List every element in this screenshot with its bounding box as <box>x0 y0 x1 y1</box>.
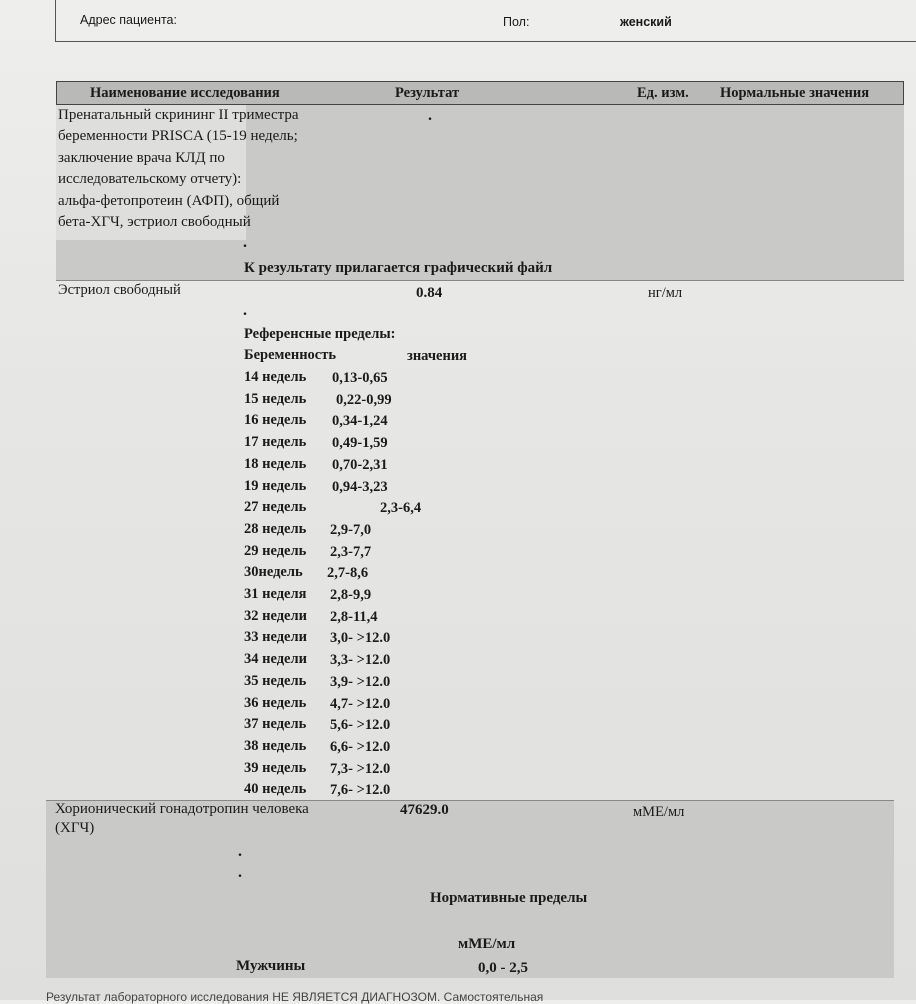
reference-week: 36 недель <box>244 694 307 711</box>
reference-week: 30недель <box>244 564 303 581</box>
screening-dot: . <box>243 234 247 251</box>
reference-week: 18 недель <box>244 455 307 472</box>
reference-range: 3,0- >12.0 <box>330 630 391 647</box>
reference-col-pregnancy: Беременность <box>244 347 337 363</box>
reference-range: 0,94-3,23 <box>332 478 388 495</box>
hcg-unit: мМЕ/мл <box>633 804 685 820</box>
reference-week: 35 недель <box>244 672 307 689</box>
footer-disclaimer: Результат лабораторного исследования НЕ ЯВЛЯЕТСЯ ДИАГНОЗОМ. Самостоятельная <box>46 990 544 1004</box>
column-result-header: Результат <box>395 85 460 101</box>
reference-range: 2,8-9,9 <box>330 587 372 603</box>
screening-line: Пренатальный скрининг II триместра <box>58 107 299 123</box>
screening-line: альфа-фетопротеин (АФП), общий <box>58 193 280 209</box>
reference-week: 39 недель <box>244 759 307 776</box>
reference-week: 28 недель <box>244 520 307 537</box>
address-label: Адрес пациента: <box>80 13 177 27</box>
sex-label: Пол: <box>503 15 530 29</box>
reference-week: 15 недель <box>244 390 307 407</box>
patient-info-box <box>55 0 916 42</box>
reference-range: 0,49-1,59 <box>332 435 388 452</box>
reference-week: 33 недели <box>244 629 307 646</box>
reference-title: Референсные пределы: <box>244 326 396 342</box>
reference-col-values: значения <box>407 348 468 364</box>
screening-line: бета-ХГЧ, эстриол свободный <box>58 214 251 230</box>
hcg-name-line1: Хорионический гонадотропин человека <box>55 801 309 817</box>
reference-week: 40 недель <box>244 781 307 798</box>
hcg-norm-unit: мМЕ/мл <box>458 936 516 952</box>
row-divider <box>56 280 904 281</box>
results-table-header <box>56 81 904 105</box>
reference-range: 0,13-0,65 <box>332 370 388 386</box>
reference-week: 32 недели <box>244 607 307 624</box>
hcg-value: 47629.0 <box>400 802 449 818</box>
reference-range: 7,3- >12.0 <box>330 760 391 777</box>
column-unit-header: Ед. изм. <box>637 85 689 101</box>
reference-range: 3,9- >12.0 <box>330 673 391 690</box>
reference-week: 31 неделя <box>244 586 307 602</box>
reference-range: 2,3-6,4 <box>380 500 422 517</box>
reference-week: 14 недель <box>244 369 307 385</box>
hcg-norm-title: Нормативные пределы <box>430 890 588 906</box>
reference-range: 0,34-1,24 <box>332 413 388 430</box>
screening-line: исследовательскому отчету): <box>58 171 242 187</box>
reference-week: 27 недель <box>244 499 307 516</box>
reference-range: 2,8-11,4 <box>330 608 378 625</box>
screening-result: . <box>428 107 432 124</box>
reference-week: 38 недель <box>244 737 307 754</box>
reference-range: 4,7- >12.0 <box>330 695 391 712</box>
hcg-dot: . <box>238 864 242 881</box>
column-normal-header: Нормальные значения <box>720 85 870 101</box>
reference-week: 17 недель <box>244 434 307 451</box>
hcg-men-range: 0,0 - 2,5 <box>478 960 528 976</box>
reference-range: 2,3-7,7 <box>330 543 372 560</box>
reference-range: 2,7-8,6 <box>327 565 369 582</box>
reference-week: 19 недель <box>244 477 307 494</box>
reference-week: 34 недели <box>244 651 307 668</box>
reference-range: 2,9-7,0 <box>330 521 372 538</box>
estriol-name: Эстриол свободный <box>58 282 181 298</box>
reference-week: 29 недель <box>244 542 307 559</box>
reference-week: 16 недель <box>244 412 307 429</box>
estriol-unit: нг/мл <box>648 285 683 301</box>
reference-range: 7,6- >12.0 <box>330 782 391 799</box>
reference-range: 6,6- >12.0 <box>330 738 391 755</box>
sex-value: женский <box>620 15 672 29</box>
hcg-men-label: Мужчины <box>236 958 306 974</box>
reference-range: 0,70-2,31 <box>332 456 388 473</box>
reference-range: 0,22-0,99 <box>336 391 392 408</box>
reference-range: 5,6- >12.0 <box>330 717 391 734</box>
screening-line: беременности PRISCA (15-19 недель; <box>58 128 298 144</box>
estriol-value: 0.84 <box>416 285 443 301</box>
column-name-header: Наименование исследования <box>90 85 280 101</box>
attachment-note: К результату прилагается графический файл <box>244 260 553 276</box>
hcg-dot: . <box>238 843 242 860</box>
screening-line: заключение врача КЛД по <box>58 150 225 166</box>
reference-week: 37 недель <box>244 716 307 733</box>
hcg-name-line2: (ХГЧ) <box>55 820 95 836</box>
reference-range: 3,3- >12.0 <box>330 652 391 669</box>
estriol-dot: . <box>243 302 247 319</box>
